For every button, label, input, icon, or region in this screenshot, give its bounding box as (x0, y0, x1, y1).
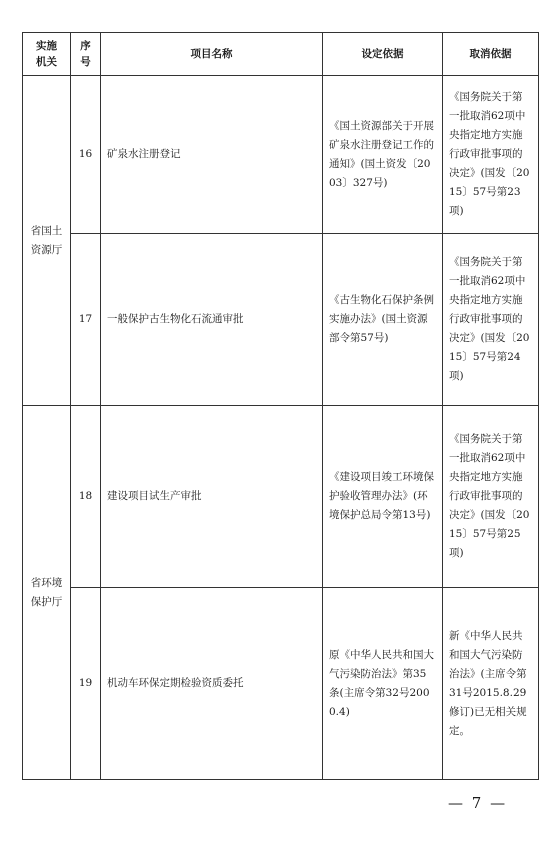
setting-basis: 《古生物化石保护条例实施办法》(国土资源部令第57号) (323, 234, 443, 406)
agency-cell: 省环境 保护厅 (23, 406, 71, 780)
header-name: 项目名称 (101, 33, 323, 76)
page-number: — 7 — (448, 794, 508, 812)
header-basis: 设定依据 (323, 33, 443, 76)
row-number: 17 (71, 234, 101, 406)
cancel-basis: 《国务院关于第一批取消62项中央指定地方实施行政审批事项的决定》(国发〔2015〕57号第24项) (443, 234, 539, 406)
header-cancel: 取消依据 (443, 33, 539, 76)
header-number: 序号 (71, 33, 101, 76)
cancel-basis: 《国务院关于第一批取消62项中央指定地方实施行政审批事项的决定》(国发〔2015〕57号第25项) (443, 406, 539, 588)
agency-cell: 省国土 资源厅 (23, 76, 71, 406)
table-row (23, 406, 539, 588)
item-name: 机动车环保定期检验资质委托 (101, 588, 323, 780)
table-row (23, 234, 539, 406)
setting-basis: 原《中华人民共和国大气污染防治法》第35条(主席令第32号2000.4) (323, 588, 443, 780)
item-name: 建设项目试生产审批 (101, 406, 323, 588)
item-name: 矿泉水注册登记 (101, 76, 323, 234)
cancel-basis: 《国务院关于第一批取消62项中央指定地方实施行政审批事项的决定》(国发〔2015〕57号第23项) (443, 76, 539, 234)
row-number: 18 (71, 406, 101, 588)
setting-basis: 《国土资源部关于开展矿泉水注册登记工作的通知》(国土资发〔2003〕327号) (323, 76, 443, 234)
row-number: 16 (71, 76, 101, 234)
table-row (23, 588, 539, 780)
cancel-basis: 新《中华人民共和国大气污染防治法》(主席令第31号2015.8.29修订)已无相关规定。 (443, 588, 539, 780)
table-header-row (23, 33, 539, 76)
setting-basis: 《建设项目竣工环境保护验收管理办法》(环境保护总局令第13号) (323, 406, 443, 588)
header-agency: 实施 机关 (23, 33, 71, 76)
approval-items-table (22, 32, 539, 780)
item-name: 一般保护古生物化石流通审批 (101, 234, 323, 406)
row-number: 19 (71, 588, 101, 780)
table-row (23, 76, 539, 234)
